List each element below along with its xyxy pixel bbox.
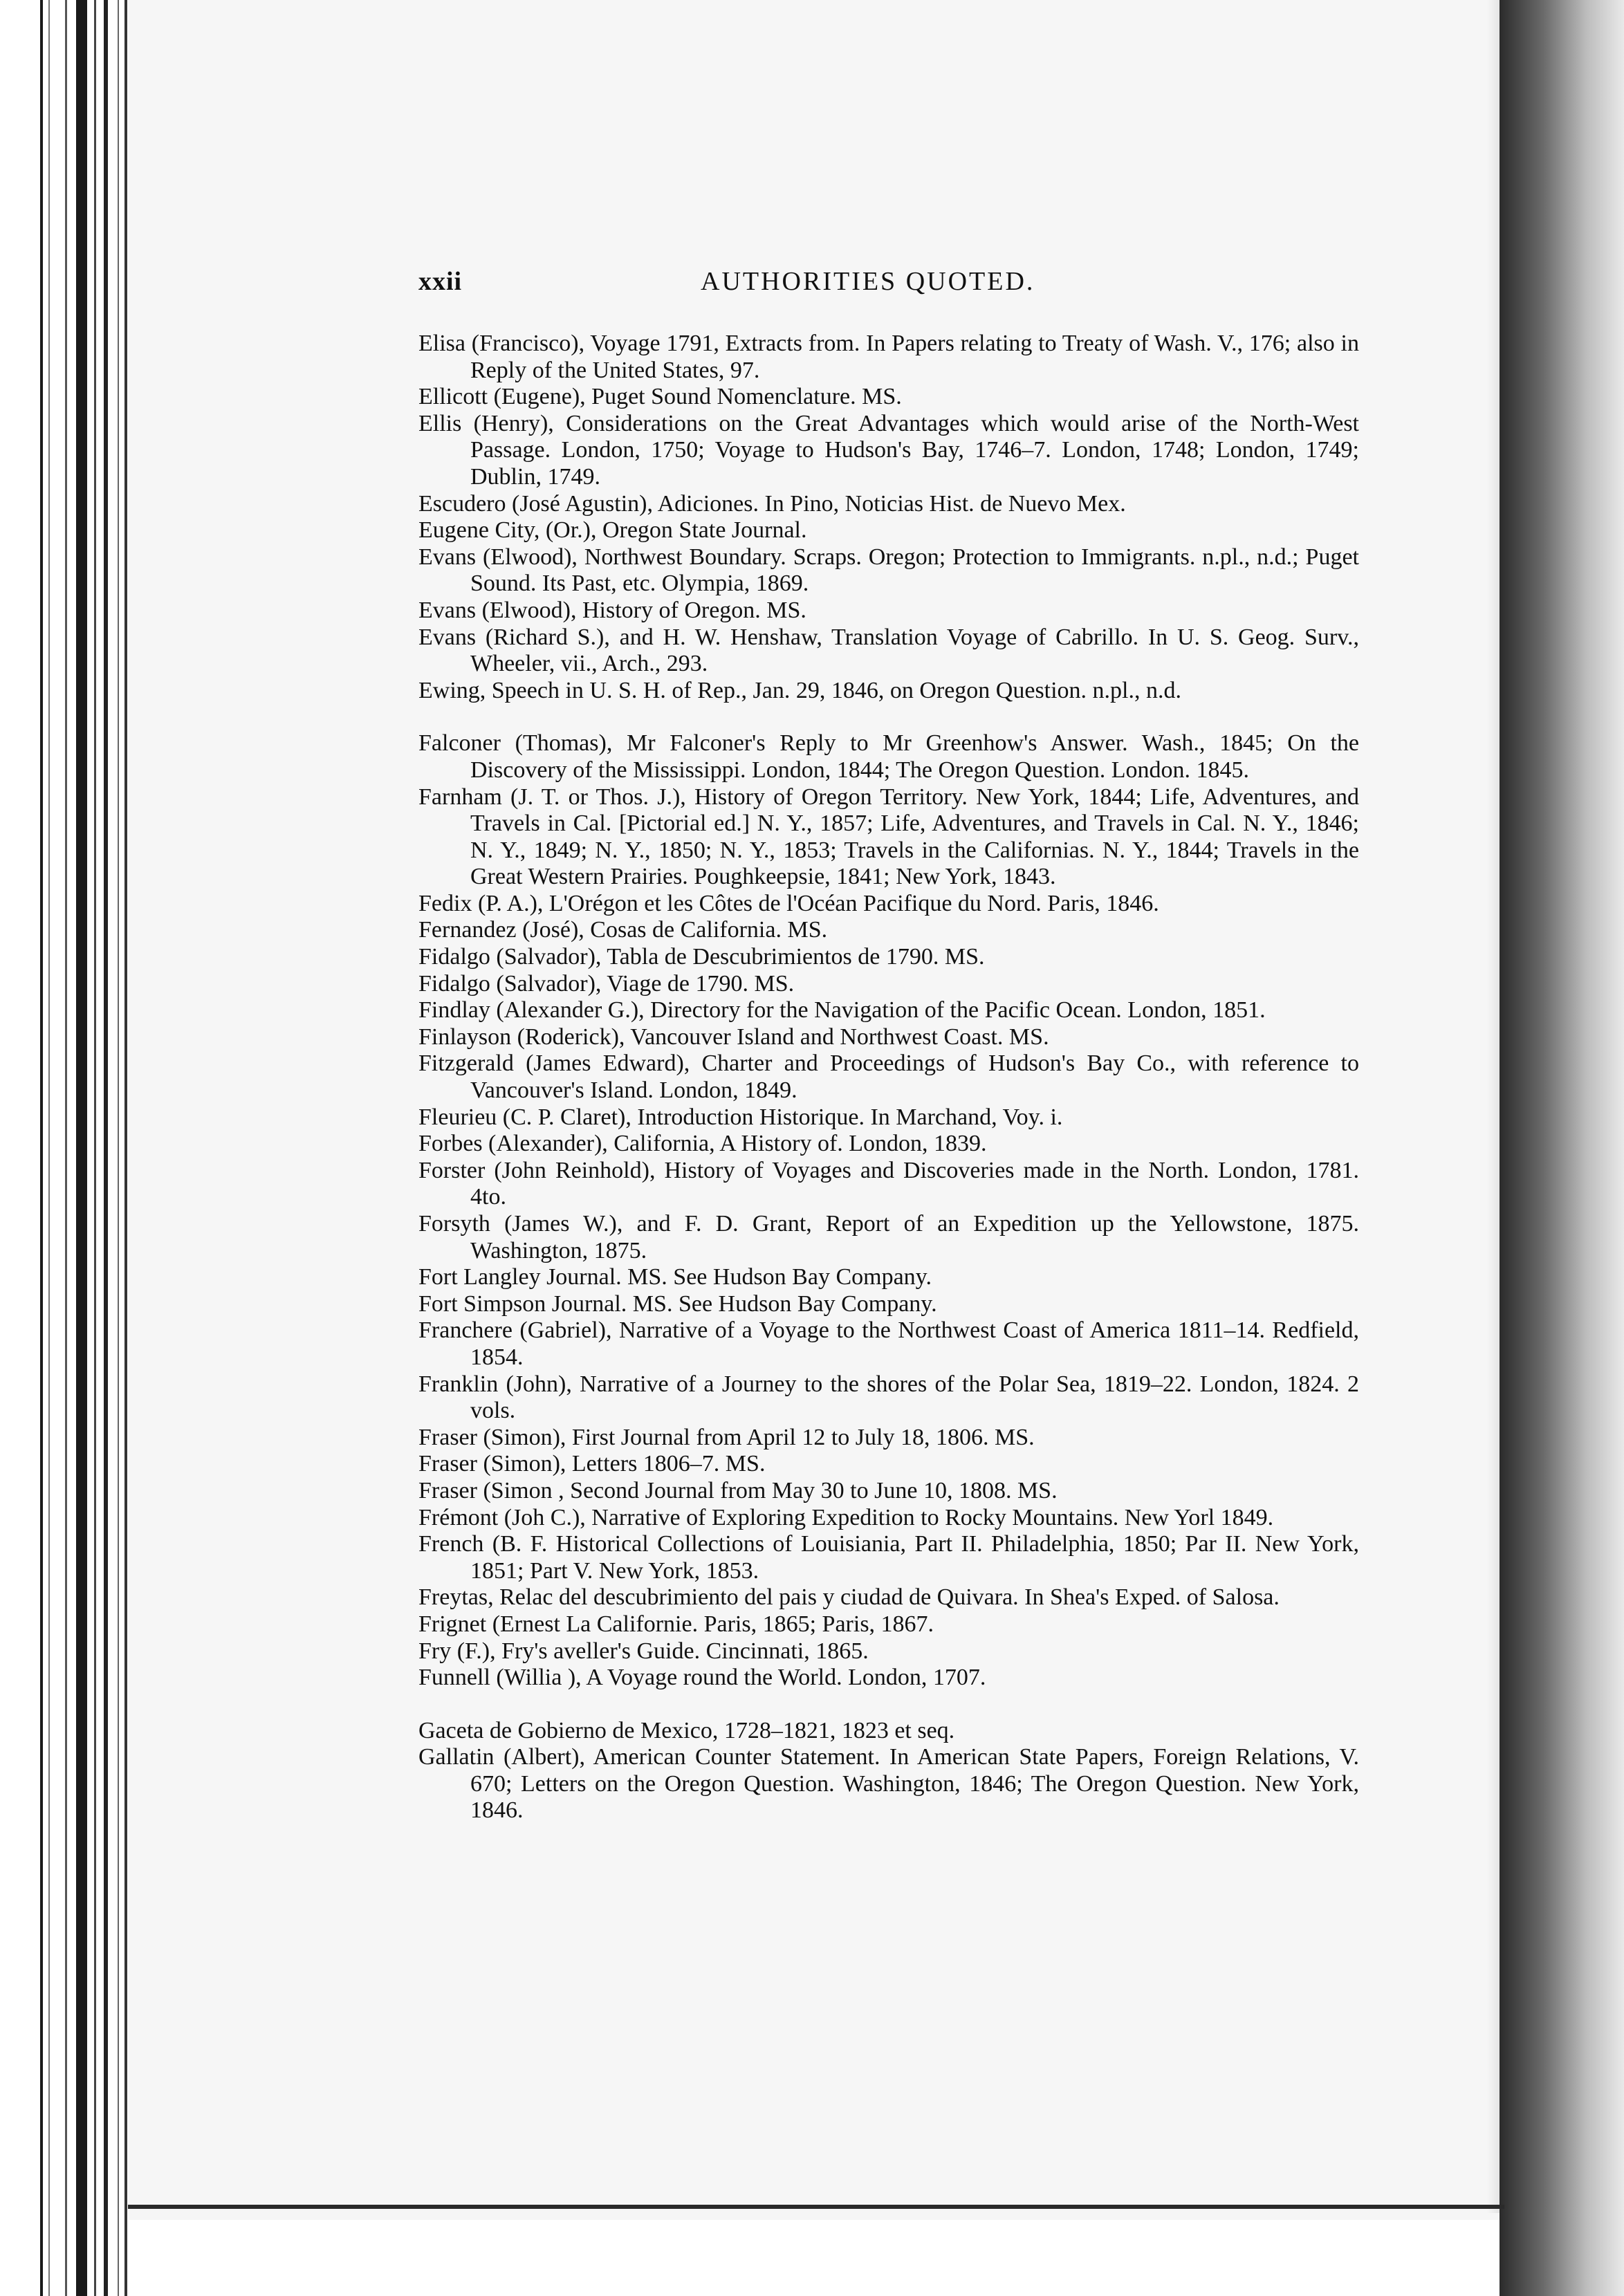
bibliography-entry: Fedix (P. A.), L'Orégon et les Côtes de l'Océan Pacifique du Nord. Paris, 1846. [418,890,1159,916]
section-gap [418,1692,1359,1718]
bibliography-entry: Fort Langley Journal. MS. See Hudson Bay Company. [418,1264,932,1290]
bibliography-entry: Franklin (John), Narrative of a Journey to the shores of the Polar Sea, 1819–22. London, 1824. 2 vols. [418,1371,1359,1424]
bibliography-entry: Gaceta de Gobierno de Mexico, 1728–1821, 1823 et seq. [418,1717,955,1743]
bibliography-entry: Fidalgo (Salvador), Viage de 1790. MS. [418,970,795,997]
bibliography-entry: Finlayson (Roderick), Vancouver Island and Northwest Coast. MS. [418,1024,1049,1050]
book-edge-line [48,0,50,2296]
bibliography-entry: Farnham (J. T. or Thos. J.), History of Oregon Territory. New York, 1844; Life, Adventures, and Travels in Cal. [Pictorial ed.] N. Y., 1857; Life, Adventures, and Travels in Cal. N. Y., 1846; N. Y., 1849; N. Y., 1850; N. Y., 1853; Travels in the Californias. N. Y., 1844; Travels in the Great Western Prairies. Poughkeepsie, 1841; New York, 1843. [418,784,1359,890]
book-edge-line [118,0,119,2296]
bibliography-entry: Frignet (Ernest La Californie. Paris, 1865; Paris, 1867. [418,1611,934,1637]
bibliography-entry: Frémont (Joh C.), Narrative of Exploring Expedition to Rocky Mountains. New Yorl 1849. [418,1504,1274,1530]
bibliography-entry: Funnell (Willia ), A Voyage round the World. London, 1707. [418,1665,986,1691]
book-edge-line [40,0,43,2296]
scan-margin [0,0,128,2296]
bibliography-entry: Evans (Elwood), Northwest Boundary. Scraps. Oregon; Protection to Immigrants. n.pl., n.d.; Puget Sound. Its Past, etc. Olympia, 1869. [418,544,1359,597]
bibliography-entry: Ellicott (Eugene), Puget Sound Nomenclature. MS. [418,384,902,410]
running-head [418,266,1359,301]
bibliography-entry: Freytas, Relac del descubrimiento del pais y ciudad de Quivara. In Shea's Exped. of Salosa. [418,1584,1280,1611]
page-edge-shadow [1500,0,1624,2296]
bibliography-entry: Forster (John Reinhold), History of Voyages and Discoveries made in the North. London, 1781. 4to. [418,1157,1359,1210]
bibliography-entry: Forsyth (James W.), and F. D. Grant, Report of an Expedition up the Yellowstone, 1875. Washington, 1875. [418,1211,1359,1263]
page-bottom-edge [128,2205,1504,2209]
page-title: AUTHORITIES QUOTED. [701,267,1035,296]
bibliography-entry: Evans (Richard S.), and H. W. Henshaw, Translation Voyage of Cabrillo. In U. S. Geog. Surv., Wheeler, vii., Arch., 293. [418,624,1359,677]
bibliography-entry: Fernandez (José), Cosas de California. MS. [418,917,828,943]
bibliography-entry: Escudero (José Agustin), Adiciones. In Pino, Noticias Hist. de Nuevo Mex. [418,490,1126,517]
bibliography-entry: Fraser (Simon), Letters 1806–7. MS. [418,1451,766,1477]
bibliography-entry: Fitzgerald (James Edward), Charter and Proceedings of Hudson's Bay Co., with reference to Vancouver's Island. London, 1849. [418,1050,1359,1104]
bibliography-entry: Forbes (Alexander), California, A History of. London, 1839. [418,1131,987,1157]
bibliography-entry: Fleurieu (C. P. Claret), Introduction Historique. In Marchand, Voy. i. [418,1104,1063,1130]
bibliography-entry: Fidalgo (Salvador), Tabla de Descubrimientos de 1790. MS. [418,944,985,970]
book-edge-line [76,0,87,2296]
bibliography-entry: Eugene City, (Or.), Oregon State Journal. [418,517,807,544]
book-edge-line [124,0,127,2296]
bibliography-entry: Ewing, Speech in U. S. H. of Rep., Jan. 29, 1846, on Oregon Question. n.pl., n.d. [418,677,1182,703]
bibliography-entry: Findlay (Alexander G.), Directory for the Navigation of the Pacific Ocean. London, 1851. [418,997,1266,1024]
page-number: xxii [418,267,463,296]
bibliography-entry: Evans (Elwood), History of Oregon. MS. [418,597,806,623]
bibliography-entry: Ellis (Henry), Considerations on the Great Advantages which would arise of the North-West Passage. London, 1750; Voyage to Hudson's Bay, 1746–7. London, 1748; London, 1749; Dublin, 1749. [418,410,1359,490]
bibliography-entry: Fraser (Simon), First Journal from April 12 to July 18, 1806. MS. [418,1424,1035,1450]
book-edge-line [65,0,67,2296]
bibliography-entry: Falconer (Thomas), Mr Falconer's Reply to Mr Greenhow's Answer. Wash., 1845; On the Discovery of the Mississippi. London, 1844; The Oregon Question. London. 1845. [418,730,1359,783]
bibliography-entry: Franchere (Gabriel), Narrative of a Voyage to the Northwest Coast of America 1811–14. Redfield, 1854. [418,1317,1359,1370]
bibliography-entry: Elisa (Francisco), Voyage 1791, Extracts from. In Papers relating to Treaty of Wash. V., 176; also in Reply of the United States, 97. [418,331,1359,383]
bibliography-entry: Fort Simpson Journal. MS. See Hudson Bay Company. [418,1290,937,1317]
section-gap [418,704,1359,730]
bibliography-entry: French (B. F. Historical Collections of Louisiania, Part II. Philadelphia, 1850; Par II. New York, 1851; Part V. New York, 1853. [418,1531,1359,1584]
book-edge-line [94,0,96,2296]
book-edge-line [104,0,108,2296]
bibliography-entry: Gallatin (Albert), American Counter Statement. In American State Papers, Foreign Relations, V. 670; Letters on the Oregon Question. Washington, 1846; The Oregon Question. New York, 1846. [418,1744,1359,1824]
bibliography-list [418,331,1359,1824]
bibliography-entry: Fry (F.), Fry's aveller's Guide. Cincinnati, 1865. [418,1638,869,1664]
bibliography-entry: Fraser (Simon , Second Journal from May 30 to June 10, 1808. MS. [418,1477,1058,1503]
